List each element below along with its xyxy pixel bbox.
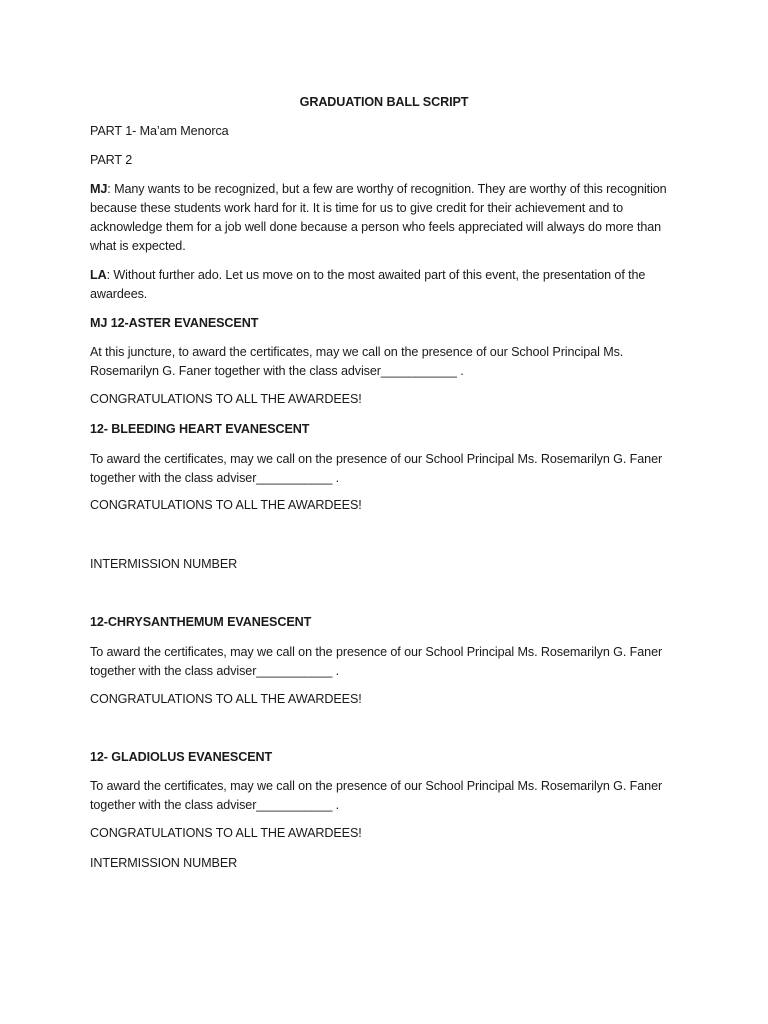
section-heading-gladiolus: 12- GLADIOLUS EVANESCENT	[90, 750, 273, 764]
intermission-number-2: INTERMISSION NUMBER	[90, 856, 238, 870]
congrats-chrysanthemum: CONGRATULATIONS TO ALL THE AWARDEES!	[90, 692, 362, 706]
section-text-bleeding-heart: To award the certificates, may we call on the presence of our School Principal Ms. Rosemarilyn G. Faner together with the class adviser___________ .	[90, 452, 663, 485]
congrats-bleeding-heart: CONGRATULATIONS TO ALL THE AWARDEES!	[90, 498, 362, 512]
congrats-gladiolus: CONGRATULATIONS TO ALL THE AWARDEES!	[90, 826, 362, 840]
section-heading-chrysanthemum: 12-CHRYSANTHEMUM EVANESCENT	[90, 615, 312, 629]
mj-speaker-label: MJ	[90, 182, 108, 196]
la-text: : Without further ado. Let us move on to the most awaited part of this event, the presentation of the awardees.	[90, 268, 646, 301]
part-1-label: PART 1- Ma’am Menorca	[90, 124, 229, 138]
la-paragraph	[90, 266, 680, 304]
la-speaker-label: LA	[90, 268, 107, 282]
intermission-number-1: INTERMISSION NUMBER	[90, 557, 238, 571]
section-text-gladiolus: To award the certificates, may we call on the presence of our School Principal Ms. Rosemarilyn G. Faner together with the class adviser___________ .	[90, 779, 663, 812]
mj-text: : Many wants to be recognized, but a few are worthy of recognition. They are worthy of this recognition because these students work hard for it. It is time for us to give credit for their achievement and to acknowledge them for a job well done because a person who feels appreciated will always do more than what is expected.	[90, 182, 667, 253]
part-2-label: PART 2	[90, 153, 133, 167]
section-heading-bleeding-heart: 12- BLEEDING HEART EVANESCENT	[90, 422, 310, 436]
section-text-aster: At this juncture, to award the certificates, may we call on the presence of our School Principal Ms. Rosemarilyn G. Faner together with the class adviser___________ .	[90, 345, 624, 378]
section-heading-aster: MJ 12-ASTER EVANESCENT	[90, 316, 259, 330]
congrats-aster: CONGRATULATIONS TO ALL THE AWARDEES!	[90, 392, 362, 406]
document-title: GRADUATION BALL SCRIPT	[299, 95, 469, 109]
mj-paragraph	[90, 180, 680, 256]
section-text-chrysanthemum: To award the certificates, may we call on the presence of our School Principal Ms. Rosemarilyn G. Faner together with the class adviser___________ .	[90, 645, 663, 678]
